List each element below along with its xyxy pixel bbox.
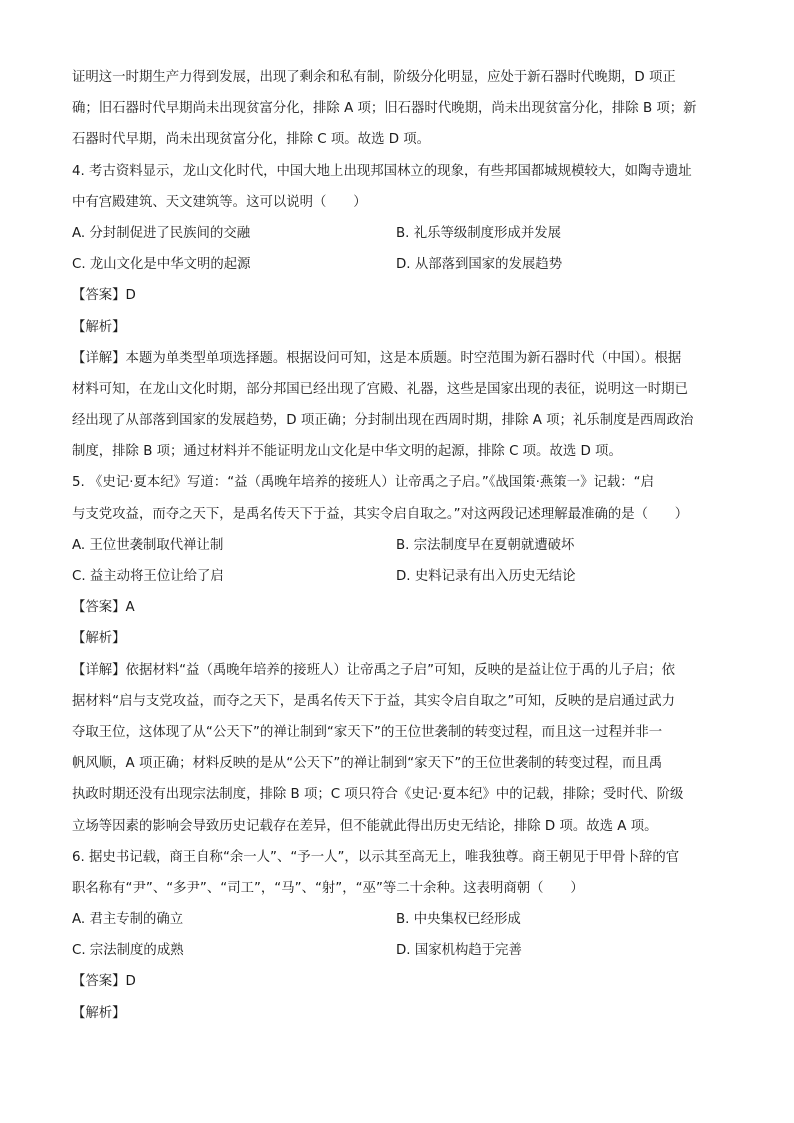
option-b: B. 宗法制度早在夏朝就遭破坏 xyxy=(396,537,575,553)
detail-line: 制度，排除 B 项；通过材料并不能证明龙山文化是中华文明的起源，排除 C 项。故选 D 项。 xyxy=(72,444,622,460)
question-stem-line: 与支党攻益，而夺之天下，是禹名传天下于益，其实令启自取之。”对这两段记述理解最准确的是（ ） xyxy=(72,506,689,522)
option-a: A. 君主专制的确立 xyxy=(72,912,184,928)
detail-line: 【详解】依据材料“益（禹晚年培养的接班人）让帝禹之子启”可知，反映的是益让位于禹的儿子启；依 xyxy=(72,662,676,678)
text-line: 证明这一时期生产力得到发展，出现了剩余和私有制，阶级分化明显，应处于新石器时代晚期，D 项正 xyxy=(72,70,676,85)
option-d: D. 从部落到国家的发展趋势 xyxy=(396,257,563,273)
option-row xyxy=(72,249,722,280)
detail-line: 帆风顺，A 项正确；材料反映的是从“公天下”的禅让制到“家天下”的王位世袭制的转变过程，而且禹 xyxy=(72,756,663,772)
option-b: B. 中央集权已经形成 xyxy=(396,912,521,928)
option-row xyxy=(72,904,722,935)
option-a: A. 分封制促进了民族间的交融 xyxy=(72,225,251,241)
detail-line: 夺取王位，这体现了从“公天下”的禅让制到“家天下”的王位世袭制的转变过程，而且这一过程并非一 xyxy=(72,724,663,740)
analysis-label: 【解析】 xyxy=(72,1005,126,1021)
question-stem-line: 5. 《史记·夏本纪》写道：“益（禹晚年培养的接班人）让帝禹之子启。”《战国策·燕策一》记载：“启 xyxy=(72,475,654,491)
question-stem-line: 4. 考古资料显示，龙山文化时代，中国大地上出现邦国林立的现象，有些邦国都城规模较大，如陶寺遗址 xyxy=(72,163,692,179)
option-row xyxy=(72,561,722,592)
detail-line: 执政时期还没有出现宗法制度，排除 B 项；C 项只符合《史记·夏本纪》中的记载，排除；受时代、阶级 xyxy=(72,787,684,803)
text-line: 确；旧石器时代早期尚未出现贫富分化，排除 A 项；旧石器时代晚期，尚未出现贫富分化，排除 B 项；新 xyxy=(72,101,697,117)
detail-line: 据材料“启与支党攻益，而夺之天下，是禹名传天下于益，其实令启自取之”可知，反映的是启通过武力 xyxy=(72,693,676,709)
intro-paragraph xyxy=(72,62,722,156)
analysis-label: 【解析】 xyxy=(72,631,126,647)
question-stem-line: 职名称有“尹”、“多尹”、“司工”，“马”、“射”，“巫”等二十余种。这表明商朝（ ） xyxy=(72,880,584,896)
document-page xyxy=(72,62,722,1029)
question-stem-line: 6. 据史书记载，商王自称“余一人”、“予一人”，以示其至高无上，唯我独尊。商王朝见于甲骨卜辞的官 xyxy=(72,849,680,865)
detail-line: 【详解】本题为单类型单项选择题。根据设问可知，这是本质题。时空范围为新石器时代（中国）。根据 xyxy=(72,350,682,366)
detail-line: 材料可知，在龙山文化时期，部分邦国已经出现了宫殿、礼器，这些是国家出现的表征，说明这一时期已 xyxy=(72,381,688,397)
text-line: 石器时代早期，尚未出现贫富分化，排除 C 项。故选 D 项。 xyxy=(72,132,431,148)
option-b: B. 礼乐等级制度形成并发展 xyxy=(396,225,561,241)
answer-line: 【答案】D xyxy=(72,288,136,304)
answer-line: 【答案】A xyxy=(72,600,135,616)
question-6 xyxy=(72,842,722,1029)
option-d: D. 史料记录有出入历史无结论 xyxy=(396,569,576,584)
option-a: A. 王位世袭制取代禅让制 xyxy=(72,537,224,553)
analysis-label: 【解析】 xyxy=(72,319,126,335)
option-c: C. 龙山文化是中华文明的起源 xyxy=(72,257,251,273)
option-c: C. 宗法制度的成熟 xyxy=(72,943,184,959)
option-row xyxy=(72,530,722,561)
option-d: D. 国家机构趋于完善 xyxy=(396,943,522,959)
question-4 xyxy=(72,156,722,468)
detail-line: 立场等因素的影响会导致历史记载存在差异，但不能就此得出历史无结论，排除 D 项。故选 A 项。 xyxy=(72,818,658,834)
answer-line: 【答案】D xyxy=(72,974,136,990)
option-row xyxy=(72,935,722,966)
detail-line: 经出现了从部落到国家的发展趋势，D 项正确；分封制出现在西周时期，排除 A 项；礼乐制度是西周政治 xyxy=(72,413,694,429)
question-stem-line: 中有宫殿建筑、天文建筑等。这可以说明（ ） xyxy=(72,194,367,210)
question-5 xyxy=(72,467,722,841)
option-row xyxy=(72,218,722,249)
option-c: C. 益主动将王位让给了启 xyxy=(72,569,224,584)
